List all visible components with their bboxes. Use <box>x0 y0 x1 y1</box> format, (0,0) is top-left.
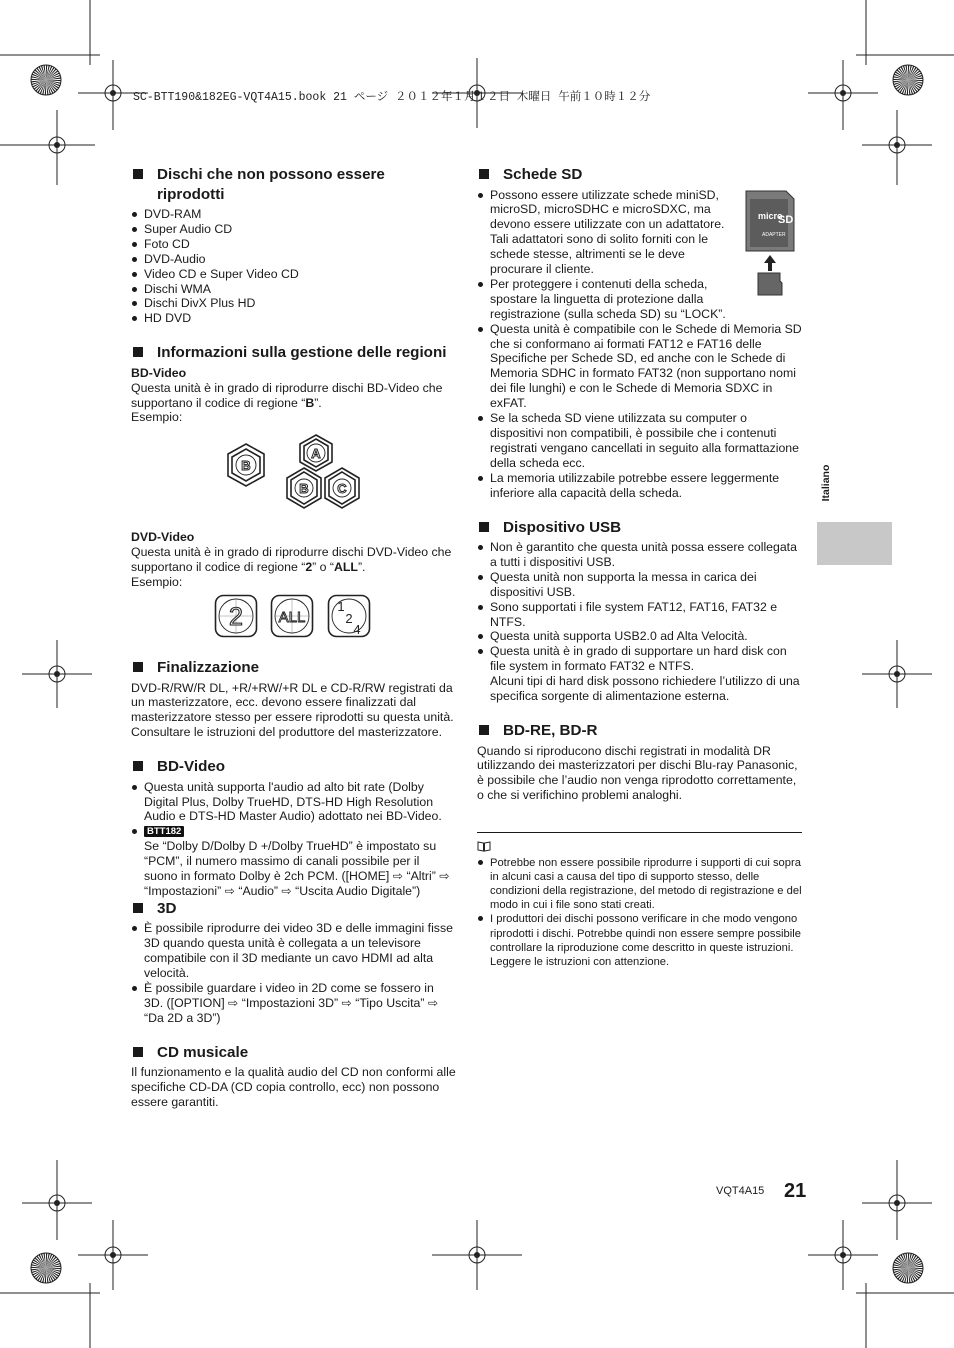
dvd-region-all-icon <box>270 594 314 638</box>
list-item: HD DVD <box>131 311 456 326</box>
registration-target-icon <box>893 65 923 95</box>
list-item: Sono supportati i file system FAT12, FAT16, FAT32 e NTFS. <box>477 600 802 630</box>
section-title-sd: Schede SD <box>477 165 802 185</box>
bd-region-text: Questa unità è in grado di riprodurre dischi BD-Video che supportano il codice di regione “B”. <box>131 380 443 410</box>
dvd-region-text: Questa unità è in grado di riprodurre dischi DVD-Video che supportano il codice di regione “2” o “ALL”. <box>131 545 452 575</box>
right-column <box>477 165 802 803</box>
sd-logo: SD <box>778 214 794 226</box>
list-item: Questa unità supporta USB2.0 ad Alta Velocità. <box>477 629 802 644</box>
bd-icon-b: B <box>241 458 251 474</box>
section-title-cd: CD musicale <box>131 1043 456 1063</box>
notes-box <box>477 832 802 969</box>
list-item: Questa unità è compatibile con le Schede di Memoria SD che si conformano ai formati FAT12 e FAT16 delle Specifiche per Schede SD, ed anche con le Schede di Memoria SDHC in formato FAT32 (non supportano nomi dei file lunghi) e con le Schede di Memoria SDXC in exFAT. <box>477 322 802 411</box>
document-code: VQT4A15 <box>716 1185 765 1197</box>
dvd-region-icons <box>131 594 456 644</box>
section-title-bd-re: BD-RE, BD-R <box>477 721 802 741</box>
bd-example-label: Esempio: <box>131 410 183 425</box>
section-title-3d: 3D <box>131 899 456 919</box>
finalization-text: DVD-R/RW/R DL, +R/+RW/+R DL e CD-R/RW registrati da un masterizzatore, ecc. devono essere finalizzati dal masterizzatore stesso per essere riprodotti su questa unità. Consultare le istruzioni del produttore del masterizzatore. <box>131 680 454 740</box>
bd-re-text: Quando si riproducono dischi registrati in modalità DR utilizzando dei masterizzatori per dischi Blu-ray Panasonic, è possibile che l’audio non venga riprodotto correttamente, o che si verifichino problemi analoghi. <box>477 743 798 803</box>
bd-region-hexagons <box>226 433 366 513</box>
language-tab <box>817 522 892 565</box>
bd-icon-c: C <box>337 481 347 497</box>
list-item: Foto CD <box>131 237 456 252</box>
section-title-finalization: Finalizzazione <box>131 658 456 678</box>
list-item: Dischi DivX Plus HD <box>131 296 456 311</box>
page-number: 21 <box>784 1180 807 1202</box>
language-label: Italiano <box>820 464 832 502</box>
cd-text: Il funzionamento e la qualità audio del CD non conformi alle specifiche CD-DA (CD copia controllo, ecc) non possono essere garantiti. <box>131 1065 456 1110</box>
dvd-region-2-icon <box>214 594 258 638</box>
dvd-icon-num-4: 4 <box>353 622 361 637</box>
dvd-example-label: Esempio: <box>131 575 183 590</box>
dvd-icon-all-text: ALL <box>278 609 306 626</box>
list-item: Video CD e Super Video CD <box>131 267 456 282</box>
registration-target-icon <box>31 1253 61 1283</box>
list-item: È possibile riprodurre dei video 3D e delle immagini fisse 3D quando questa unità è collegata a un televisore compatibile con il 3D mediante un cavo HDMI ad alta velocità. <box>131 921 456 981</box>
file-header: SC-BTT190&182EG-VQT4A15.book 21 ページ ２０１２年１月１２日 木曜日 午前１０時１２分 <box>133 91 651 104</box>
bd-icon-a: A <box>311 446 321 462</box>
notes-list <box>477 856 802 969</box>
list-item: BTT182 Se “Dolby D/Dolby D +/Dolby TrueHD” è impostato su “PCM”, il numero massimo di canali possibile per il suono in formato Dolby è 2ch PCM. ([HOME] ⇨ “Altri” ⇨ “Impostazioni” ⇨ “Audio” ⇨ “Uscita Audio Digitale”) <box>131 824 456 899</box>
model-badge: BTT182 <box>144 826 184 837</box>
bd-video-list <box>131 780 456 899</box>
usb-list <box>477 540 802 704</box>
dvd-icon-2-text: 2 <box>229 603 243 631</box>
list-item: Super Audio CD <box>131 222 456 237</box>
dvd-video-label: DVD-Video <box>131 530 195 545</box>
list-item: DVD-Audio <box>131 252 456 267</box>
sd-adapter-label: ADAPTER <box>762 232 786 238</box>
bd-region-icons <box>131 433 456 513</box>
list-item: Questa unità non supporta la messa in carica dei dispositivi USB. <box>477 570 802 600</box>
3d-list <box>131 921 456 1025</box>
list-item: Questa unità supporta l'audio ad alto bit rate (Dolby Digital Plus, Dolby TrueHD, DTS-HD High Resolution Audio e DTS-HD Master Audio) adottato nei BD-Video. <box>131 780 456 825</box>
list-item: I produttori dei dischi possono verificare in che modo vengono riprodotti i dischi. Potrebbe quindi non essere sempre possibile controllare la riproduzione come descritto in queste istruzioni. Leggere le istruzioni con attenzione. <box>477 912 802 968</box>
list-item: Per proteggere i contenuti della scheda, spostare la linguetta di protezione dalla registrazione (sulla scheda SD) su “LOCK”. <box>477 277 740 322</box>
dvd-icon-num-1: 1 <box>337 599 345 614</box>
list-item: Dischi WMA <box>131 282 456 297</box>
registration-target-icon <box>893 1253 923 1283</box>
bd-video-label: BD-Video <box>131 365 187 380</box>
dvd-icon-num-2: 2 <box>345 611 353 626</box>
registration-target-icon <box>31 65 61 95</box>
unplayable-list <box>131 207 456 326</box>
list-item: Possono essere utilizzate schede miniSD, microSD, microSDHC e microSDXC, ma devono essere utilizzate con un adattatore. Tali adattatori sono di solito forniti con le schede stesse, altrimenti se le deve procurare il cliente. <box>477 188 740 277</box>
section-title-usb: Dispositivo USB <box>477 518 802 538</box>
dvd-region-124-icon <box>327 594 371 638</box>
list-item: DVD-RAM <box>131 207 456 222</box>
list-item: Non è garantito che questa unità possa essere collegata a tutti i dispositivi USB. <box>477 540 802 570</box>
list-item: Se la scheda SD viene utilizzata su computer o dispositivi non compatibili, è possibile che i contenuti registrati vengano cancellati in seguito alla formattazione della scheda ecc. <box>477 411 802 471</box>
left-column <box>131 165 456 1110</box>
book-icon <box>477 841 491 852</box>
sd-card-adapter-image <box>742 189 798 297</box>
section-title-unplayable: Dischi che non possono essere riprodotti <box>131 165 456 204</box>
list-item: È possibile guardare i video in 2D come se fossero in 3D. ([OPTION] ⇨ “Impostazioni 3D” ⇨ “Tipo Uscita” ⇨ “Da 2D a 3D”) <box>131 981 456 1026</box>
bd-icon-b2: B <box>299 481 309 497</box>
sd-micro-logo: micro <box>758 211 783 221</box>
list-item: Potrebbe non essere possibile riprodurre i supporti di cui sopra in alcuni casi a causa del tipo di supporto stesso, delle condizioni della registrazione, del metodo di registrazione e del modo in cui i file sono stati creati. <box>477 856 802 912</box>
list-item: La memoria utilizzabile potrebbe essere leggermente inferiore alla capacità della scheda. <box>477 471 802 501</box>
section-title-regions: Informazioni sulla gestione delle regioni <box>131 343 456 363</box>
section-title-bd-video: BD-Video <box>131 757 456 777</box>
list-item: Questa unità è in grado di supportare un hard disk con file system in formato FAT32 e NTFS. Alcuni tipi di hard disk possono richiedere l’utilizzo di una specifica sorgente di alimentazione esterna. <box>477 644 802 704</box>
